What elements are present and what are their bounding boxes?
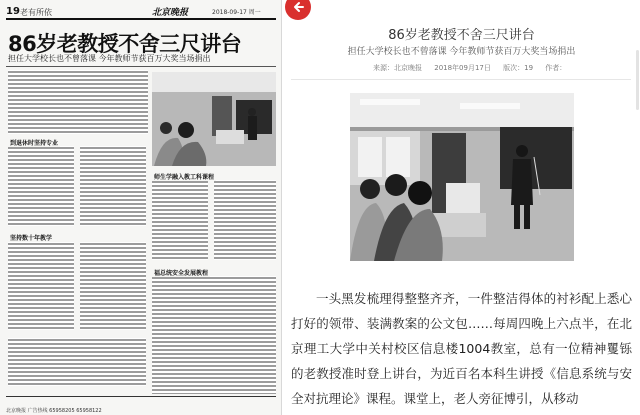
- text-column: [152, 276, 276, 394]
- footer-text: 北京晚报 广告热线 65958205 65958122: [6, 408, 102, 414]
- newspaper-page-scan: [0, 0, 282, 415]
- article-subtitle: 担任大学校长也不曾落课 今年教师节获百万大奖当场捐出: [347, 47, 576, 57]
- article-source: 来源：北京晚报: [373, 64, 422, 72]
- scrollbar[interactable]: [636, 50, 639, 110]
- newspaper-masthead: [6, 6, 276, 20]
- page-number: 19: [6, 6, 20, 17]
- back-button[interactable]: [285, 0, 311, 20]
- text-column: [80, 146, 146, 226]
- article-body: 一头黑发梳理得整整齐齐，一件整洁得体的衬衫配上悉心打好的领带、装满教案的公文包……每周四晚上六点半，在北京理工大学中关村校区信息楼1004教室，总有一位精神矍铄的老教授准时登上讲台，为近百名本科生讲授《信息系统与安全对抗理论》课程。课堂上，老人旁征博引，从移动: [291, 291, 632, 406]
- article-issue: 版次：19: [503, 64, 534, 72]
- newspaper-subhead: 坚持数十年教学: [10, 235, 53, 242]
- issue-date: 2018-09-17 周一: [212, 9, 261, 16]
- article-author: 作者：: [545, 64, 567, 72]
- newspaper-deck: 担任大学校长也不曾落课 今年教师节获百万大奖当场捐出: [8, 54, 211, 63]
- article-photo[interactable]: [350, 93, 574, 261]
- text-column: [80, 242, 146, 330]
- newspaper-subhead: 到退休时坚持专业: [10, 140, 59, 147]
- section-name: 老有所依: [20, 8, 52, 17]
- newspaper-footer: [6, 396, 276, 414]
- newspaper-logo: 北京晚报: [152, 8, 189, 18]
- article-date: 2018年09月17日: [434, 64, 491, 72]
- meta-divider: [291, 79, 631, 80]
- text-column: [214, 180, 276, 260]
- text-column: [8, 146, 74, 226]
- classroom-photo-small: [152, 72, 276, 166]
- newspaper-photo: [152, 72, 276, 166]
- text-column: [8, 242, 74, 330]
- text-column: [152, 180, 208, 260]
- newspaper-subhead: 福总统安全发展教程: [154, 270, 209, 277]
- newspaper-headline: 86岁老教授不舍三尺讲台: [8, 32, 242, 56]
- classroom-photo: [350, 93, 574, 261]
- article-title: 86岁老教授不舍三尺讲台: [388, 28, 535, 43]
- newspaper-subhead: 师生学融入教工科课程: [154, 174, 215, 181]
- text-column: [8, 338, 146, 386]
- article-reader: [283, 0, 640, 415]
- headline-rule: [6, 66, 276, 67]
- back-arrow-icon: [291, 0, 305, 14]
- text-column: [8, 70, 148, 134]
- article-meta: [373, 63, 613, 73]
